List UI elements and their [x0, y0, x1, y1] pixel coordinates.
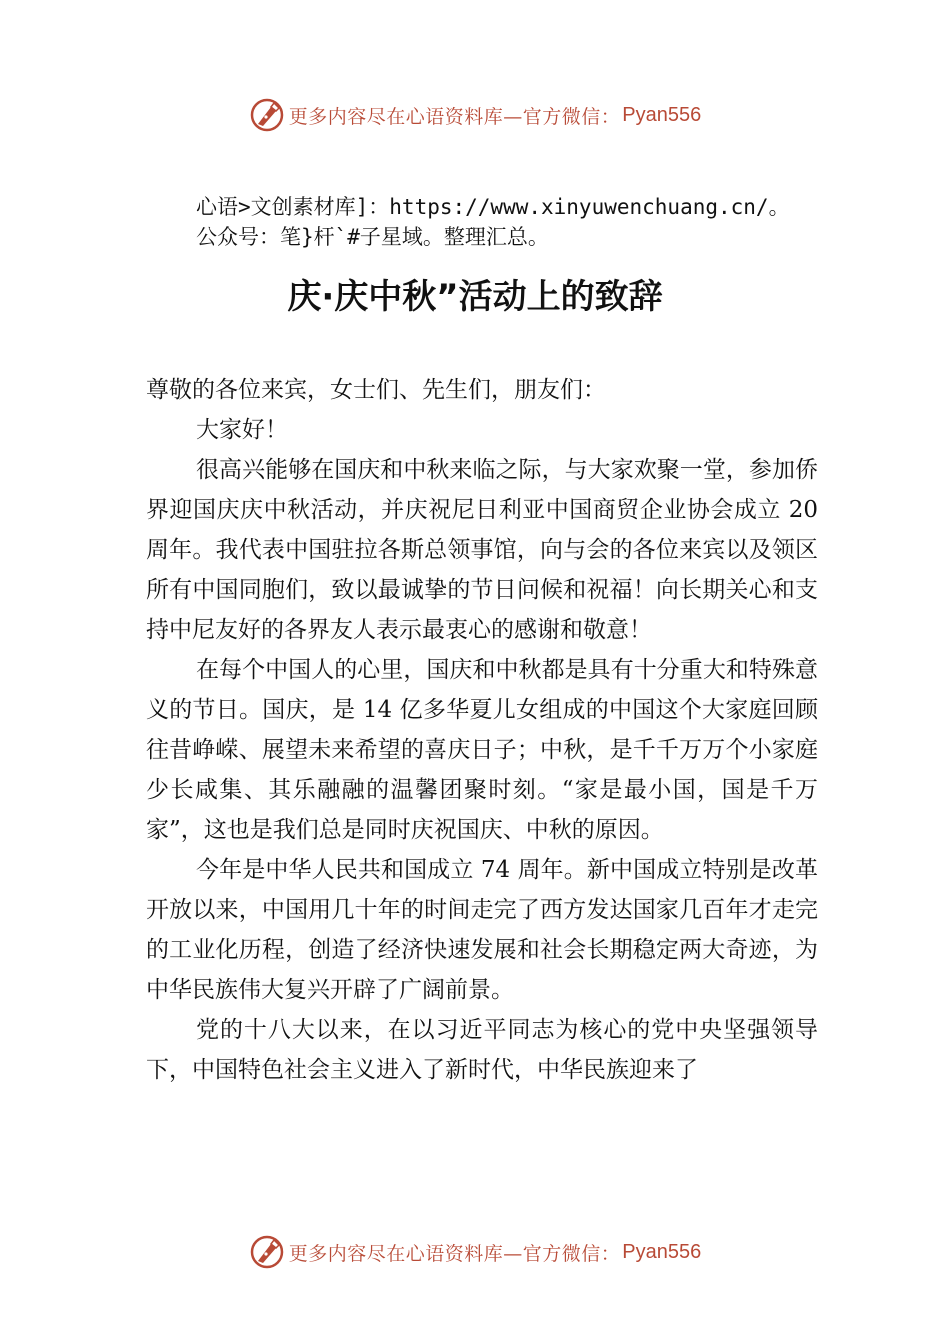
source-line-url: 心语>文创素材库]：https://www.xinyuwenchuang.cn/。: [196, 195, 790, 219]
banner-text: 更多内容尽在心语资料库—官方微信：: [288, 105, 621, 128]
paragraph: 党的十八大以来，在以习近平同志为核心的党中央坚强领导下，中国特色社会主义进入了新时代，中华民族迎来了: [146, 1017, 818, 1083]
paragraph: 在每个中国人的心里，国庆和中秋都是具有十分重大和特殊意义的节日。国庆，是 14 亿多华夏儿女组成的中国这个大家庭回顾往昔峥嵘、展望未来希望的喜庆日子；中秋，是千千万万个小家庭少长咸集、其乐融融的温馨团聚时刻。“家是最小国，国是千万家”，这也是我们总是同时庆祝国庆、中秋的原因。: [146, 657, 818, 843]
wechat-id: Pyan556: [622, 1240, 702, 1263]
source-note: [196, 192, 936, 252]
banner-text: 更多内容尽在心语资料库—官方微信：: [288, 1242, 621, 1265]
footer-watermark-banner: [0, 1232, 950, 1272]
wechat-id: Pyan556: [622, 103, 702, 126]
speech-body: [146, 370, 818, 1090]
salutation: 尊敬的各位来宾，女士们、先生们，朋友们：: [146, 377, 606, 403]
pen-nib-logo-icon: [249, 1234, 285, 1270]
paragraph: 很高兴能够在国庆和中秋来临之际，与大家欢聚一堂，参加侨界迎国庆庆中秋活动，并庆祝尼日利亚中国商贸企业协会成立 20 周年。我代表中国驻拉各斯总领事馆，向与会的各位来宾以及领区所有中国同胞们，致以最诚挚的节日问候和祝福！向长期关心和支持中尼友好的各界友人表示最衷心的感谢和敬意！: [146, 457, 818, 643]
source-line-account: 公众号：笔}杆`#子星域。整理汇总。: [196, 225, 549, 249]
page-title: 庆·庆中秋”活动上的致辞: [287, 277, 663, 317]
paragraph: 今年是中华人民共和国成立 74 周年。新中国成立特别是改革开放以来，中国用几十年的时间走完了西方发达国家几百年才走完的工业化历程，创造了经济快速发展和社会长期稳定两大奇迹，为中华民族伟大复兴开辟了广阔前景。: [146, 857, 818, 1003]
pen-nib-logo-icon: [249, 97, 285, 133]
header-watermark-banner: [0, 95, 950, 135]
paragraph: 大家好！: [196, 417, 288, 443]
